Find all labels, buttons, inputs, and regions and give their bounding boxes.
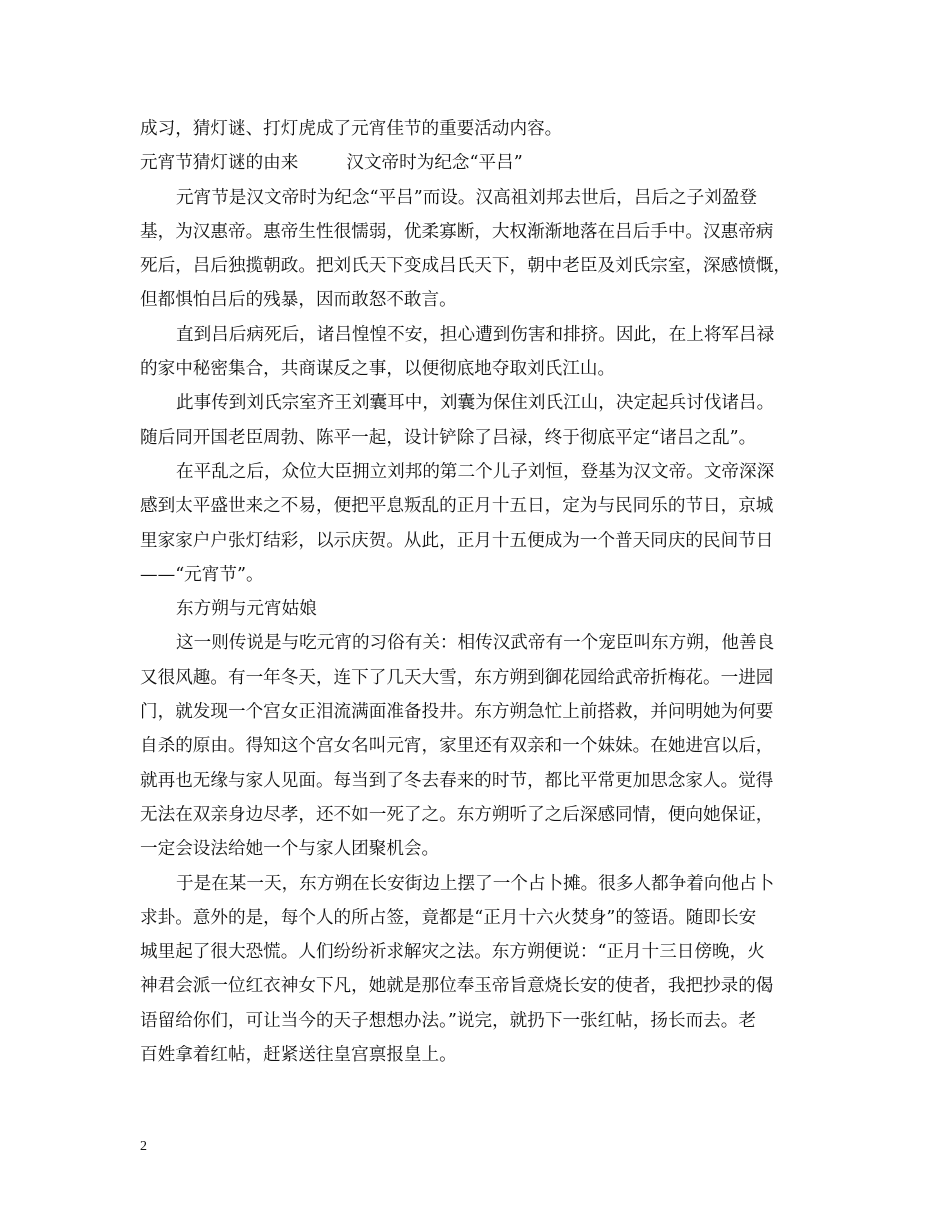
paragraph-start: 直到吕后病死后，诸吕惶惶不安，担心遭到伤害和排挤。因此，在上将军吕禄 <box>176 324 775 345</box>
text-line: 感到太平盛世来之不易，便把平息叛乱的正月十五日，定为与民同乐的节日，京城 <box>140 496 774 517</box>
paragraph-start: 此事传到刘氏宗室齐王刘囊耳中，刘囊为保住刘氏江山，决定起兵讨伐诸吕。 <box>176 393 775 414</box>
text-line: 随后同开国老臣周勃、陈平一起，设计铲除了吕禄，终于彻底平定“诸吕之乱”。 <box>140 427 757 448</box>
text-line: 死后，吕后独揽朝政。把刘氏天下变成吕氏天下，朝中老臣及刘氏宗室，深感愤慨， <box>140 256 791 277</box>
text-line: 语留给你们，可让当今的天子想想办法。”说完，就扔下一张红帖，扬长而去。老 <box>140 1010 756 1031</box>
text-line: 里家家户户张灯结彩，以示庆贺。从此，正月十五便成为一个普天同庆的民间节日 <box>140 530 774 551</box>
text-line: 一定会设法给她一个与家人团聚机会。 <box>140 839 440 860</box>
text-line: 城里起了很大恐慌。人们纷纷祈求解灾之法。东方朔便说：“正月十三日傍晚，火 <box>140 942 765 963</box>
paragraph-start: 这一则传说是与吃元宵的习俗有关：相传汉武帝有一个宠臣叫东方朔，他善良 <box>176 633 775 654</box>
text-line: 神君会派一位红衣神女下凡，她就是那位奉玉帝旨意烧长安的使者，我把抄录的偈 <box>140 976 774 997</box>
text-line: 但都惧怕吕后的残暴，因而敢怒不敢言。 <box>140 290 457 311</box>
section-subheading: 汉文帝时为纪念“平吕” <box>346 153 523 174</box>
text-line: 自杀的原由。得知这个宫女名叫元宵，家里还有双亲和一个妹妹。在她进宫以后， <box>140 736 774 757</box>
text-line: 基，为汉惠帝。惠帝生性很懦弱，优柔寡断，大权渐渐地落在吕后手中。汉惠帝病 <box>140 221 774 242</box>
text-line: ——“元宵节”。 <box>140 564 264 585</box>
section-heading: 元宵节猜灯谜的由来 汉文帝时为纪念“平吕” <box>140 153 523 174</box>
text-line: 又很风趣。有一年冬天，连下了几天大雪，东方朔到御花园给武帝折梅花。一进园 <box>140 667 774 688</box>
paragraph-start: 于是在某一天，东方朔在长安街边上摆了一个占卜摊。很多人都争着向他占卜 <box>176 873 775 894</box>
text-line: 成习，猜灯谜、打灯虎成了元宵佳节的重要活动内容。 <box>140 119 563 139</box>
section-heading: 东方朔与元宵姑娘 <box>176 599 317 620</box>
text-line: 百姓拿着红帖，赶紧送往皇宫禀报皇上。 <box>140 1045 457 1066</box>
body-text <box>140 112 812 1072</box>
text-line: 求卦。意外的是，每个人的所占签，竟都是“正月十六火焚身”的签语。随即长安 <box>140 907 757 928</box>
page-number: 2 <box>140 1139 147 1154</box>
text-line: 门，就发现一个宫女正泪流满面准备投井。东方朔急忙上前搭救，并问明她为何要 <box>140 702 774 723</box>
paragraph-start: 元宵节是汉文帝时为纪念“平吕”而设。汉高祖刘邦去世后，吕后之子刘盈登 <box>176 187 757 208</box>
text-line: 无法在双亲身边尽孝，还不如一死了之。东方朔听了之后深感同情，便向她保证， <box>140 804 774 825</box>
text-line: 的家中秘密集合，共商谋反之事，以便彻底地夺取刘氏江山。 <box>140 359 616 380</box>
text-line: 就再也无缘与家人见面。每当到了冬去春来的时节，都比平常更加思念家人。觉得 <box>140 770 774 791</box>
paragraph-start: 在平乱之后，众位大臣拥立刘邦的第二个儿子刘恒，登基为汉文帝。文帝深深 <box>176 461 775 482</box>
